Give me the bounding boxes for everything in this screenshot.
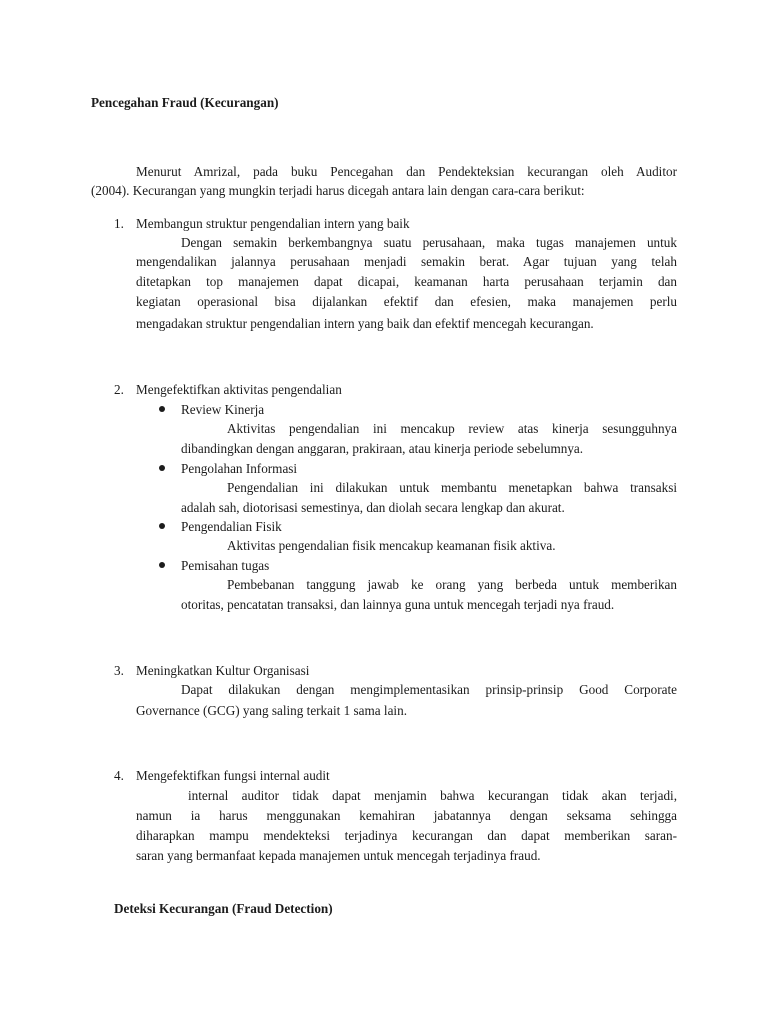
bullet-icon: [159, 465, 165, 471]
bullet-label: Review Kinerja: [181, 402, 265, 417]
intro-line-2: (2004). Kecurangan yang mungkin terjadi harus dicegah antara lain dengan cara-cara berikut:: [91, 183, 585, 198]
bullet-line: Aktivitas pengendalian ini mencakup review atas kinerja sesungguhnya: [227, 421, 677, 436]
list-heading: Mengefektifkan fungsi internal audit: [136, 768, 330, 783]
list-number: 4.: [114, 768, 124, 783]
bullet-label: Pengolahan Informasi: [181, 461, 298, 476]
paragraph-line: ditetapkan top manajemen dapat dicapai, keamanan harta perusahaan terjamin dan: [136, 274, 677, 289]
section-title: Pencegahan Fraud (Kecurangan): [91, 95, 279, 110]
list-heading: Meningkatkan Kultur Organisasi: [136, 663, 310, 678]
paragraph-line: Governance (GCG) yang saling terkait 1 sama lain.: [136, 703, 407, 718]
bullet-label: Pemisahan tugas: [181, 558, 270, 573]
paragraph-line: Dapat dilakukan dengan mengimplementasikan prinsip-prinsip Good Corporate: [181, 682, 677, 697]
paragraph-line: kegiatan operasional bisa dijalankan efektif dan efesien, maka manajemen perlu: [136, 294, 677, 309]
paragraph-line: internal auditor tidak dapat menjamin bahwa kecurangan tidak akan terjadi,: [188, 788, 677, 803]
list-heading: Mengefektifkan aktivitas pengendalian: [136, 382, 342, 397]
bullet-label: Pengendalian Fisik: [181, 519, 282, 534]
list-number: 3.: [114, 663, 124, 678]
paragraph-line: namun ia harus menggunakan kemahiran jabatannya dengan seksama sehingga: [136, 808, 677, 823]
paragraph-line: diharapkan mampu mendekteksi terjadinya kecurangan dan dapat memberikan saran-: [136, 828, 677, 843]
intro-line-1: Menurut Amrizal, pada buku Pencegahan dan Pendekteksian kecurangan oleh Auditor: [136, 164, 677, 179]
paragraph-line: saran yang bermanfaat kepada manajemen untuk mencegah terjadinya fraud.: [136, 848, 541, 863]
bullet-line: adalah sah, diotorisasi semestinya, dan diolah secara lengkap dan akurat.: [181, 500, 565, 515]
section-title-2: Deteksi Kecurangan (Fraud Detection): [114, 901, 333, 916]
bullet-line: Pembebanan tanggung jawab ke orang yang berbeda untuk memberikan: [227, 577, 677, 592]
bullet-icon: [159, 406, 165, 412]
bullet-line: otoritas, pencatatan transaksi, dan lainnya guna untuk mencegah terjadi nya fraud.: [181, 597, 615, 612]
paragraph-line: mengadakan struktur pengendalian intern yang baik dan efektif mencegah kecurangan.: [136, 316, 594, 331]
list-number: 1.: [114, 216, 124, 231]
list-heading: Membangun struktur pengendalian intern yang baik: [136, 216, 410, 231]
paragraph-line: Dengan semakin berkembangnya suatu perusahaan, maka tugas manajemen untuk: [181, 235, 677, 250]
paragraph-line: mengendalikan jalannya perusahaan menjadi semakin berat. Agar tujuan yang telah: [136, 254, 677, 269]
bullet-icon: [159, 562, 165, 568]
bullet-icon: [159, 523, 165, 529]
list-number: 2.: [114, 382, 124, 397]
bullet-line: Aktivitas pengendalian fisik mencakup keamanan fisik aktiva.: [227, 538, 556, 553]
bullet-line: dibandingkan dengan anggaran, prakiraan, atau kinerja periode sebelumnya.: [181, 441, 584, 456]
bullet-line: Pengendalian ini dilakukan untuk membantu menetapkan bahwa transaksi: [227, 480, 677, 495]
